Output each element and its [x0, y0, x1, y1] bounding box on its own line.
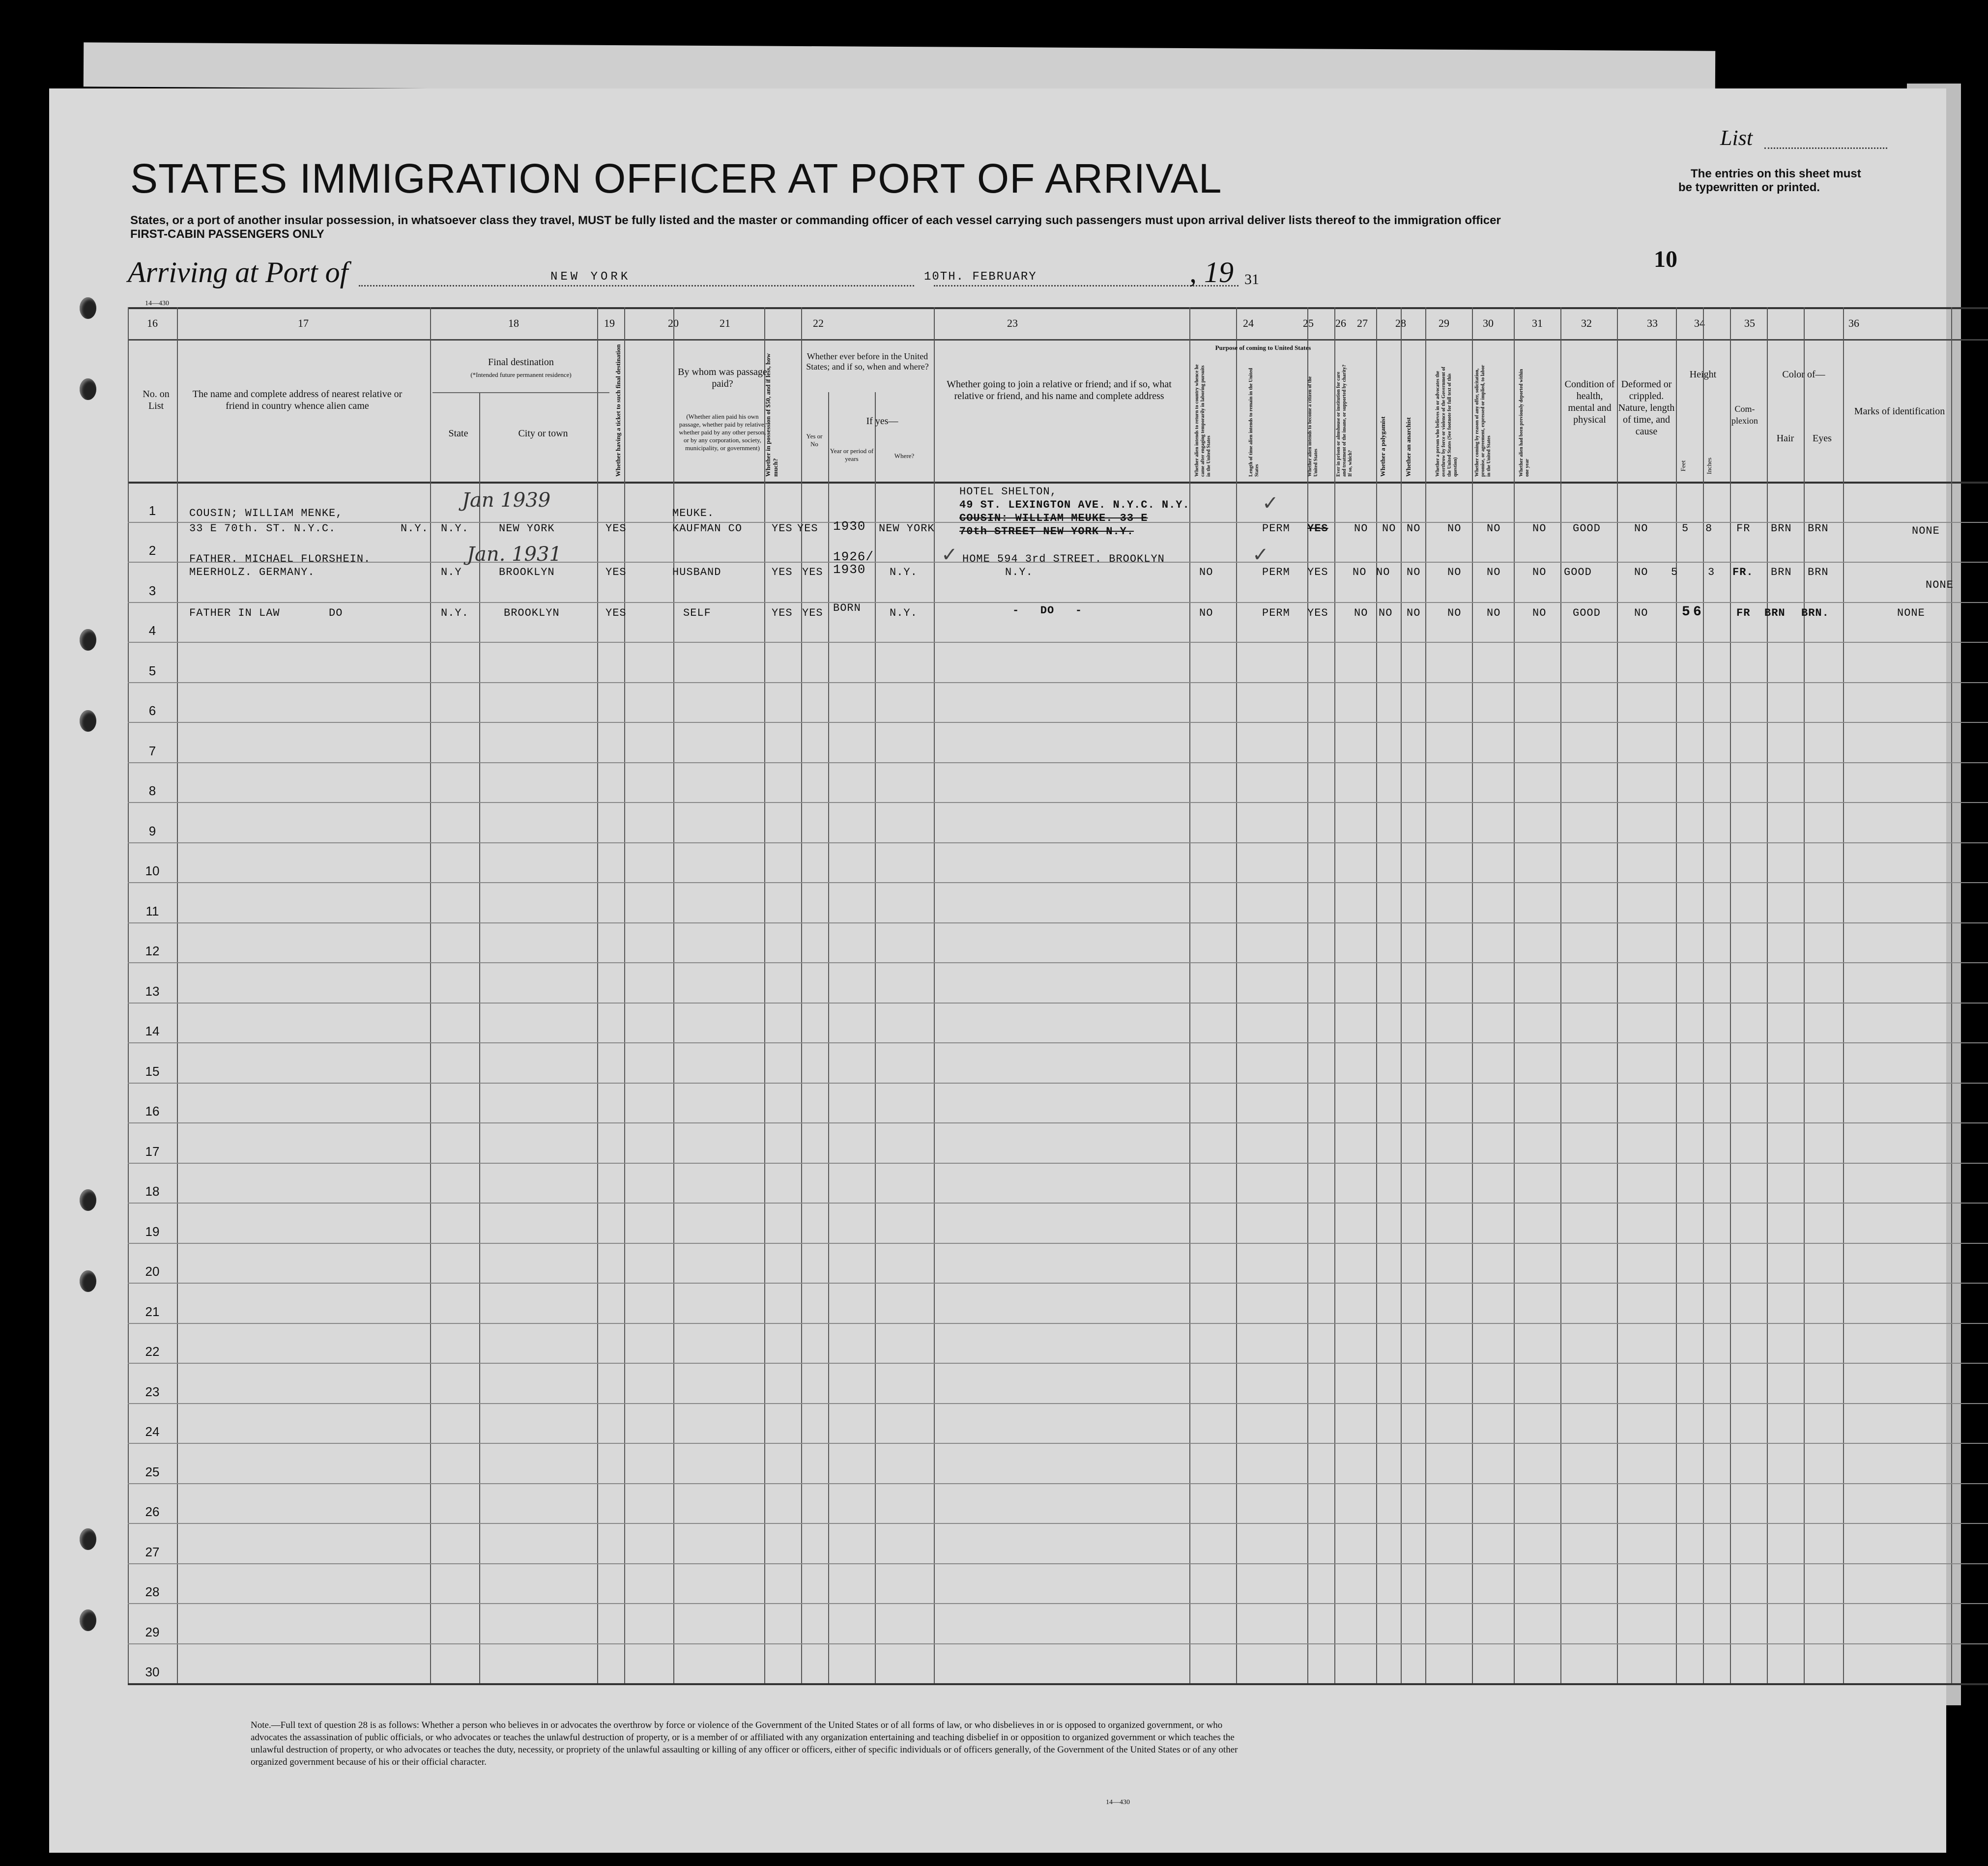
page-title: STATES IMMIGRATION OFFICER AT PORT OF ARRIVAL	[130, 155, 1222, 201]
row2-paid-by: HUSBAND	[672, 566, 721, 578]
column-number: 17	[298, 317, 309, 329]
row-number: 22	[145, 1344, 160, 1359]
column-rule	[128, 307, 129, 1683]
row1-relative-line2: 33 E 70th. ST. N.Y.C.	[189, 522, 336, 535]
row-number: 29	[145, 1624, 160, 1639]
row-number: 24	[145, 1424, 160, 1439]
column-rule	[1472, 307, 1473, 1683]
row1-paid-by-1: MEUKE.	[672, 507, 715, 519]
row2-prison: NO	[1353, 566, 1367, 578]
row-number: 28	[145, 1584, 160, 1599]
row2-check-icon-purpose: ✓	[1252, 544, 1269, 566]
row1-state: N.Y.	[441, 522, 469, 535]
row1-where: NEW YORK	[879, 522, 935, 535]
row3-join: - DO -	[1012, 604, 1083, 617]
column-number: 31	[1532, 317, 1543, 329]
row-number: 16	[145, 1104, 160, 1119]
row2-marks: NONE	[1926, 579, 1954, 591]
row1-eyes: BRN	[1808, 522, 1829, 535]
manifest-sheet	[49, 88, 1954, 1853]
instructions-line: States, or a port of another insular possession, in whatsoever class they travel, MUST be fully listed and the master or commanding officer of each vessel carrying such passengers must upon arrival deliver lists thereof to the immigration officer	[130, 214, 1501, 227]
row-rule	[128, 682, 1988, 683]
column-rule	[1401, 307, 1402, 1683]
row-rule	[128, 1083, 1988, 1084]
row2-where: N.Y.	[890, 566, 918, 578]
row-number: 2	[148, 543, 156, 558]
column-number: 33	[1647, 317, 1658, 329]
header-length-stay: Length of time alien intends to remain in the United States	[1248, 368, 1260, 477]
underlying-page-edge	[84, 42, 1715, 95]
header-hair: Hair	[1776, 433, 1794, 444]
header-bottom-rule	[128, 482, 1988, 484]
table-top-rule	[128, 307, 1988, 309]
row2-eyes: BRN	[1808, 566, 1829, 578]
column-rule	[764, 307, 765, 1683]
header-height: Height	[1689, 369, 1717, 380]
row-number: 17	[145, 1144, 160, 1159]
header-color-of: Color of—	[1782, 369, 1825, 380]
column-rule	[624, 307, 625, 1683]
row1-prison: NO	[1354, 522, 1368, 535]
row-rule	[128, 1042, 1988, 1043]
binder-hole	[80, 1609, 96, 1631]
row3-paid-by: SELF	[683, 607, 711, 619]
row3-city: BROOKLYN	[504, 607, 560, 619]
row-rule	[128, 1563, 1988, 1564]
column-rule	[177, 307, 178, 1683]
column-number: 25	[1303, 317, 1314, 329]
row1-hair: BRN	[1771, 522, 1792, 535]
column-number: 21	[720, 317, 730, 329]
row2-citizen: YES	[1307, 566, 1328, 578]
row2-relative-line2: MEERHOLZ. GERMANY.	[189, 566, 315, 578]
row-rule	[128, 802, 1988, 803]
list-number-blank	[1764, 147, 1887, 149]
row-number: 25	[145, 1464, 160, 1479]
header-ticket: Whether having a ticket to such final destination	[614, 344, 622, 477]
row-number: 5	[148, 663, 156, 678]
header-no-on-list: No. on List	[143, 389, 170, 411]
footnote-question-28: Note.—Full text of question 28 is as follows: Whether a person who believes in or advocates the overthrow by force or violence of the Government of the United States or of all forms of law, or who disbelieves in or is opposed to organized government, or who advocates the assassination of public officials, or who advocates or teaches the unlawful destruction of property, or is a member of or affiliated with any organization entertaining and teaching disbelief in or opposition to organized government or which teaches the unlawful destruction of property, or who advocates or teaches the duty, necessity, or propriety of the unlawful assaulting or killing of any officer or officers, either of specific individuals or of officers generally, of the Government of the United States or of any other organized government because of his or their official character.	[251, 1720, 1238, 1767]
row1-citizen: YES	[1307, 522, 1328, 535]
row3-polygamist: NO	[1379, 607, 1393, 619]
column-rule	[801, 307, 802, 1683]
form-code-bottom: 14—430	[1106, 1799, 1130, 1806]
row-number: 12	[145, 944, 160, 958]
row2-money: YES	[772, 566, 793, 578]
row-number: 27	[145, 1544, 160, 1559]
row2-anarchist: NO	[1407, 566, 1421, 578]
row-rule	[128, 1203, 1988, 1204]
column-rule	[1560, 307, 1561, 1683]
column-rule	[1703, 307, 1704, 1683]
binder-hole	[80, 629, 96, 651]
row2-relative-line1: FATHER. MICHAEL FLORSHEIN.	[189, 553, 371, 565]
row2-feet: 5	[1671, 566, 1678, 578]
column-rule	[934, 307, 935, 1683]
subcolumn-rule	[479, 392, 480, 1683]
header-purpose: Purpose of coming to United States	[1215, 344, 1311, 351]
column-number: 29	[1439, 317, 1449, 329]
header-going-to-join: Whether going to join a relative or friend; and if so, what relative or friend, and his name and complete address	[947, 379, 1172, 402]
row2-complexion: FR.	[1732, 566, 1754, 578]
row2-state: N.Y	[441, 566, 462, 578]
column-number-rule	[128, 339, 1988, 341]
port-blank	[359, 285, 914, 287]
row-number: 3	[148, 583, 156, 598]
row1-deformed: NO	[1634, 522, 1648, 535]
row-number: 1	[148, 503, 156, 518]
row-rule	[128, 642, 1988, 643]
header-fifty-dollars: Whether in possession of $50, and if less, how much?	[764, 353, 779, 477]
header-state: State	[448, 428, 468, 439]
row2-inches: 3	[1708, 566, 1715, 578]
column-number: 27	[1357, 317, 1368, 329]
row2-handwritten-date: Jan. 1931	[467, 543, 562, 566]
column-rule	[1804, 307, 1805, 1683]
column-number: 20	[668, 317, 679, 329]
header-citizen-intent: Whether alien intends to become a citizen of the United States	[1307, 376, 1319, 477]
row-number: 6	[148, 703, 156, 718]
column-rule	[1425, 307, 1426, 1683]
header-marks: Marks of identification	[1854, 406, 1945, 417]
row-rule	[128, 1003, 1988, 1004]
row-rule	[128, 1283, 1988, 1284]
row1-feet: 5	[1682, 522, 1689, 535]
column-number: 26	[1335, 317, 1346, 329]
row1-deported: NO	[1532, 522, 1547, 535]
column-rule	[1767, 307, 1768, 1683]
header-year: Year or period of years	[830, 447, 874, 462]
binder-hole	[80, 710, 96, 732]
row-rule	[128, 922, 1988, 923]
row1-money: YES	[772, 522, 793, 535]
binder-hole	[80, 297, 96, 319]
typewritten-note-2: be typewritten or printed.	[1678, 181, 1820, 194]
row-rule	[128, 842, 1988, 843]
row-rule	[128, 1243, 1988, 1244]
row1-paid-by-2: KAUFMAN CO	[672, 522, 743, 535]
row-rule	[128, 1523, 1988, 1524]
row1-length: PERM	[1262, 522, 1290, 535]
row3-relative: FATHER IN LAW DO	[189, 607, 343, 619]
row-rule	[128, 962, 1988, 963]
column-rule	[1676, 307, 1677, 1683]
row-number: 8	[148, 783, 156, 798]
year-prefix: , 19	[1189, 256, 1234, 288]
row2-before: YES	[802, 566, 823, 578]
row2-check-icon: ✓	[941, 544, 958, 566]
row-rule	[128, 1483, 1988, 1484]
subcolumn-rule	[875, 392, 876, 1683]
column-rule	[1189, 307, 1190, 1683]
row1-relative-line1: COUSIN; WILLIAM MENKE,	[189, 507, 343, 519]
row1-join-3: COUSIN: WILLIAM MEUKE. 33 E	[959, 512, 1148, 524]
header-city: City or town	[518, 428, 568, 439]
row-rule	[128, 1163, 1988, 1164]
row1-offer: NO	[1487, 522, 1501, 535]
row1-complexion: FR	[1736, 522, 1751, 535]
row1-inches: 8	[1705, 522, 1713, 535]
row-rule	[128, 1363, 1988, 1364]
header-deported: Whether alien had been previously deported within one year	[1519, 369, 1530, 477]
row3-deported: NO	[1532, 607, 1547, 619]
row-rule	[128, 1643, 1988, 1644]
dest-split-rule	[432, 392, 609, 393]
row-number: 13	[145, 983, 160, 999]
column-rule	[430, 307, 431, 1683]
row-number: 14	[145, 1024, 160, 1038]
row1-anarchist: NO	[1407, 522, 1421, 535]
typewritten-note-1: The entries on this sheet must	[1691, 167, 1861, 180]
row3-citizen: YES	[1307, 607, 1328, 619]
header-deformed: Deformed or crippled. Nature, length of time, and cause	[1618, 379, 1675, 437]
column-rule	[1617, 307, 1618, 1683]
row3-offer: NO	[1487, 607, 1501, 619]
header-anarchist: Whether an anarchist	[1405, 417, 1412, 477]
header-passage-paid-note: (Whether alien paid his own passage, whether paid by relative, whether paid by any other person, or by any corporation, society, municipality, or government)	[679, 413, 766, 452]
column-number: 19	[604, 317, 615, 329]
row-rule	[128, 722, 1988, 723]
row3-return: NO	[1199, 607, 1213, 619]
row3-hair: BRN	[1764, 607, 1786, 619]
header-polygamist: Whether a polygamist	[1379, 416, 1386, 477]
row1-check-icon: ✓	[1262, 492, 1279, 514]
header-return-intent: Whether alien intends to return to country whence he came after engaging temporarily in laboring pursuits in the United States	[1194, 364, 1211, 477]
sheet-number: 10	[1654, 246, 1677, 272]
row1-join-1: HOTEL SHELTON,	[959, 486, 1057, 498]
row-number: 15	[145, 1063, 160, 1079]
row2-overthrow: NO	[1447, 566, 1462, 578]
row2-ticket: YES	[605, 566, 627, 578]
header-final-destination: Final destination	[488, 357, 554, 368]
column-number: 35	[1744, 317, 1755, 329]
row-rule	[128, 1122, 1988, 1123]
row2-year: 1926/ 1930	[833, 549, 874, 577]
table-bottom-rule	[128, 1683, 1988, 1685]
row-number: 11	[145, 903, 159, 919]
row-number: 21	[145, 1304, 160, 1319]
row1-marks: NONE	[1912, 525, 1940, 537]
header-eyes: Eyes	[1813, 433, 1832, 444]
row3-eyes: BRN.	[1801, 607, 1829, 619]
row2-health: GOOD	[1564, 566, 1592, 578]
arriving-at-port-label: Arriving at Port of	[128, 256, 348, 288]
row-number: 19	[145, 1224, 160, 1239]
subcolumn-rule	[828, 392, 829, 1683]
column-rule	[1843, 307, 1844, 1683]
binder-hole	[80, 1270, 96, 1292]
row3-inches: 6	[1693, 604, 1702, 620]
row2-join-1: HOME 594 3rd STREET. BROOKLYN	[962, 553, 1165, 565]
column-rule	[1376, 307, 1377, 1683]
column-number: 24	[1243, 317, 1254, 329]
header-if-yes: If yes—	[866, 416, 898, 427]
row2-offer: NO	[1487, 566, 1501, 578]
header-yes-no: Yes or No	[806, 432, 823, 448]
row3-feet: 5	[1682, 604, 1691, 620]
column-number: 16	[147, 317, 158, 329]
header-final-destination-note: (*Intended future permanent residence)	[470, 371, 572, 378]
row2-polygamist: NO	[1376, 566, 1390, 578]
row-rule	[128, 1323, 1988, 1324]
row-rule	[128, 762, 1988, 763]
row-number: 4	[148, 623, 156, 638]
row2-length: PERM	[1262, 566, 1290, 578]
column-number: 18	[508, 317, 519, 329]
row2-join-2: N.Y.	[1005, 566, 1033, 578]
row3-health: GOOD	[1573, 607, 1601, 619]
row-number: 10	[145, 863, 160, 878]
first-cabin-label: FIRST-CABIN PASSENGERS ONLY	[130, 228, 324, 241]
date-value: 10TH. FEBRUARY	[924, 270, 1037, 284]
header-inches: Inches	[1705, 458, 1713, 474]
row1-join-4: 70th STREET NEW YORK N.Y.	[959, 525, 1134, 538]
header-prison: Ever in prison or almshouse or institution for care and treatment of the insane, or supported by charity? If so, which?	[1336, 364, 1353, 477]
binder-hole	[80, 378, 96, 400]
row3-ticket: YES	[605, 607, 627, 619]
row1-overthrow: NO	[1447, 522, 1462, 535]
form-code-top: 14—430	[145, 300, 169, 307]
column-rule	[597, 307, 598, 1683]
row2-deformed: NO	[1634, 566, 1648, 578]
row1-handwritten-date: Jan 1939	[462, 489, 551, 512]
row1-city: NEW YORK	[499, 522, 555, 535]
header-health: Condition of health, mental and physical	[1564, 379, 1615, 425]
row-number: 26	[145, 1504, 160, 1519]
row1-before: YES	[797, 522, 818, 535]
row3-prison: NO	[1354, 607, 1368, 619]
header-complexion: Com-plexion	[1731, 404, 1758, 426]
row-rule	[128, 602, 1988, 603]
column-rule	[1307, 307, 1308, 1683]
year-suffix: 31	[1244, 271, 1259, 287]
column-number: 30	[1483, 317, 1494, 329]
row3-deformed: NO	[1634, 607, 1648, 619]
row2-deported: NO	[1532, 566, 1547, 578]
header-ever-before-us: Whether ever before in the United States; and if so, when and where?	[806, 351, 929, 372]
row2-city: BROOKLYN	[499, 566, 555, 578]
column-number: 32	[1581, 317, 1592, 329]
row1-ticket: YES	[605, 522, 627, 535]
column-rule	[1514, 307, 1515, 1683]
row-number: 23	[145, 1384, 160, 1399]
row-rule	[128, 882, 1988, 883]
header-feet: Feet	[1679, 460, 1687, 472]
row3-state: N.Y.	[441, 607, 469, 619]
port-value: NEW YORK	[550, 270, 631, 284]
row1-polygamist: NO	[1382, 522, 1396, 535]
header-overthrow: Whether a person who believes in or advocates the overthrow by force or violence of the Government of the United States (See footnote for full text of this question)	[1435, 367, 1458, 477]
column-number: 28	[1395, 317, 1406, 329]
column-number: 22	[813, 317, 824, 329]
row2-hair: BRN	[1771, 566, 1792, 578]
binder-hole	[80, 1189, 96, 1211]
row3-anarchist: NO	[1407, 607, 1421, 619]
row-rule	[128, 1403, 1988, 1404]
row-number: 7	[148, 743, 156, 758]
column-number: 34	[1694, 317, 1705, 329]
row-number: 20	[145, 1264, 160, 1279]
column-number: 23	[1007, 317, 1018, 329]
row3-where: N.Y.	[890, 607, 918, 619]
column-rule	[1236, 307, 1237, 1683]
row1-health: GOOD	[1573, 522, 1601, 535]
column-number: 36	[1848, 317, 1859, 329]
column-rule	[1951, 307, 1952, 1683]
row3-marks: NONE	[1897, 607, 1925, 619]
row2-return: NO	[1199, 566, 1213, 578]
row3-year: BORN	[833, 602, 861, 614]
row-rule	[128, 1603, 1988, 1604]
list-label: List	[1720, 126, 1753, 150]
row3-money: YES	[772, 607, 793, 619]
row3-length: PERM	[1262, 607, 1290, 619]
header-nearest-relative: The name and complete address of nearest relative or friend in country whence alien came	[192, 389, 403, 411]
row3-before: YES	[802, 607, 823, 619]
binder-hole	[80, 1528, 96, 1550]
row-rule	[128, 1443, 1988, 1444]
row-number: 18	[145, 1184, 160, 1199]
row-number: 30	[145, 1665, 160, 1679]
row-number: 9	[148, 823, 156, 838]
row3-complexion: FR	[1736, 607, 1751, 619]
row1-join-2: 49 ST. LEXINGTON AVE. N.Y.C. N.Y.	[959, 499, 1190, 511]
column-rule	[1334, 307, 1335, 1683]
row3-overthrow: NO	[1447, 607, 1462, 619]
row1-year: 1930	[833, 519, 866, 534]
row1-relative-state: N.Y.	[401, 522, 429, 535]
column-rule	[1730, 307, 1731, 1683]
header-passage-paid: By whom was passage paid?	[678, 367, 767, 389]
header-where: Where?	[894, 452, 915, 459]
header-labor-offer: Whether coming by reason of any offer, solicitation, promise, or agreement, expressed or implied, to labor in the United States	[1474, 365, 1492, 477]
